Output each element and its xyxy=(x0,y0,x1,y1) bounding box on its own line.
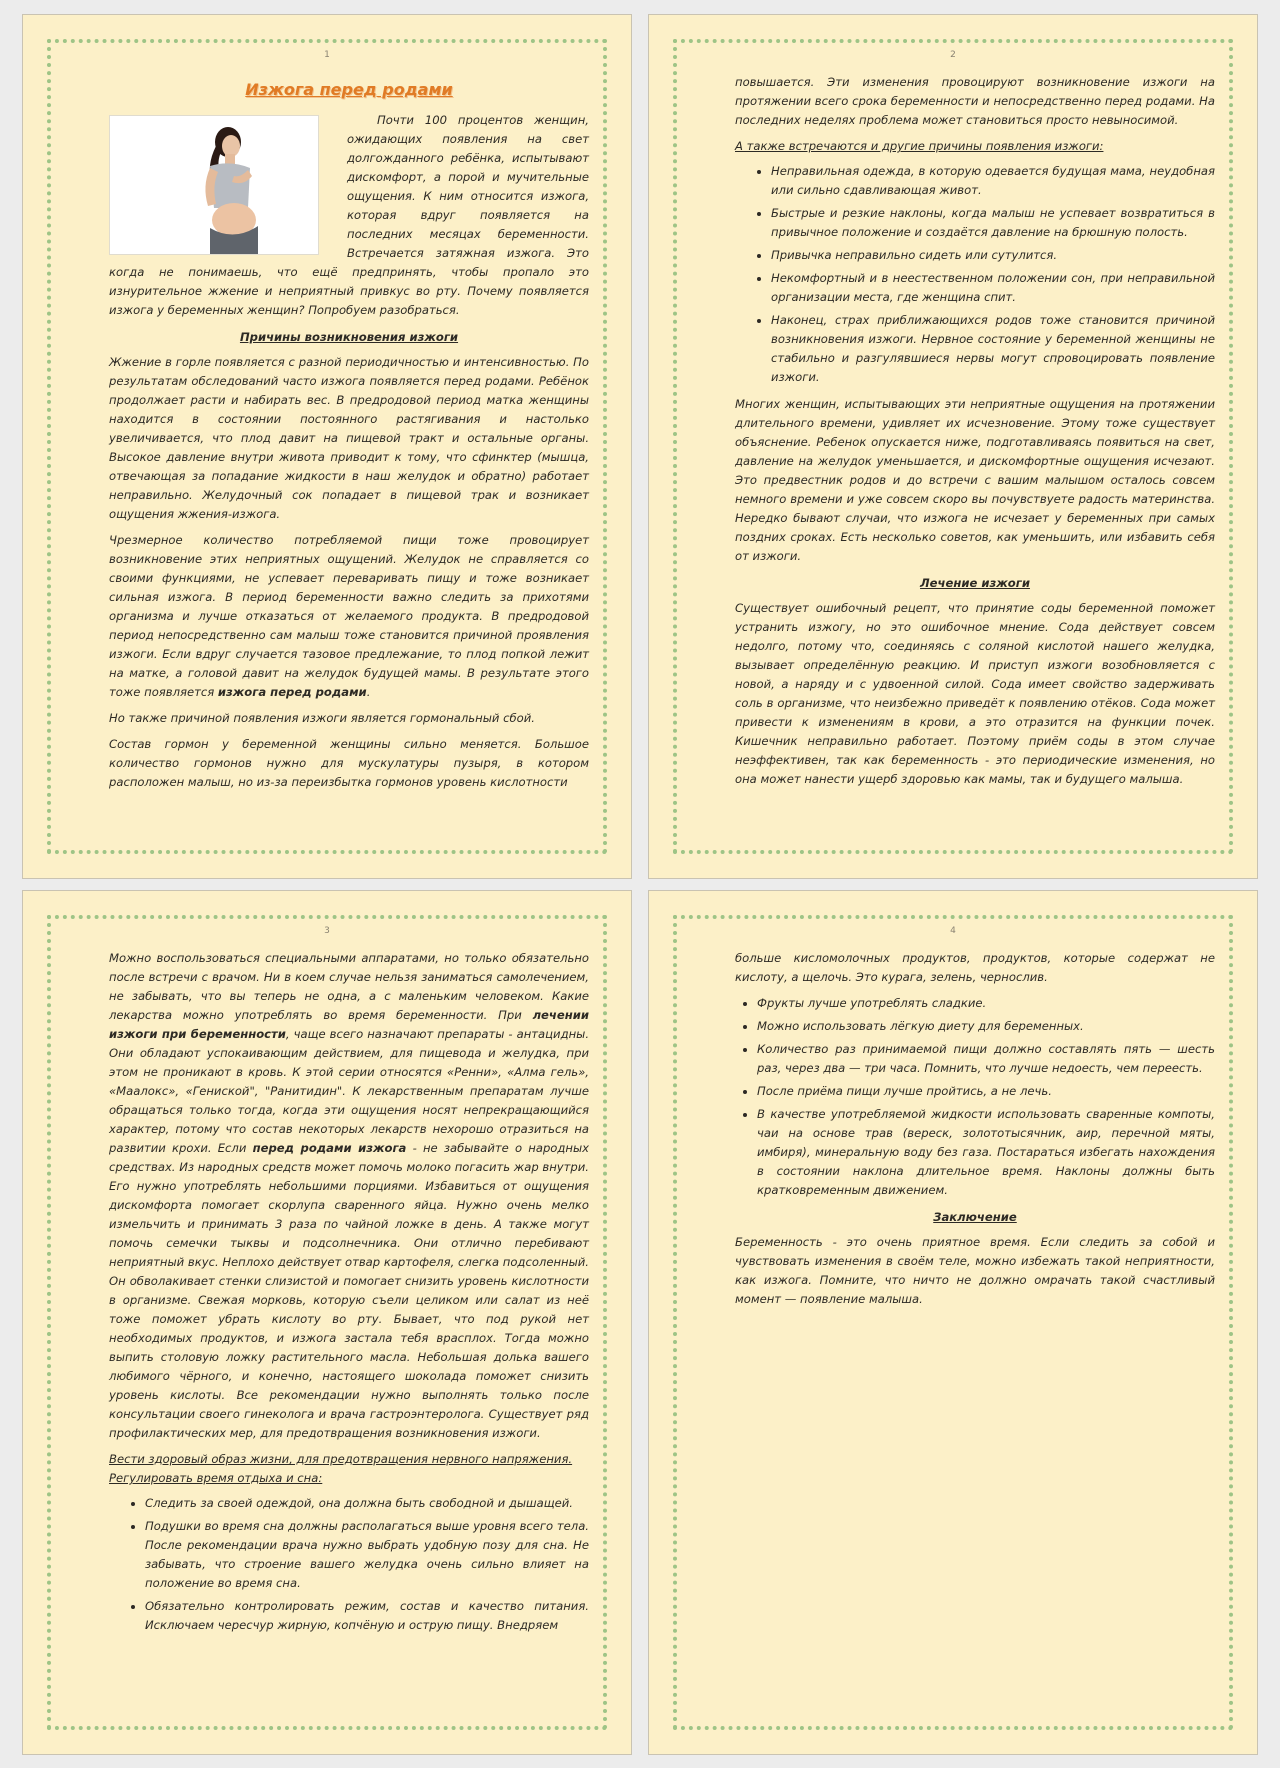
intro-paragraph: Почти 100 процентов женщин, ожидающих появления на свет долгожданного ребёнка, испытывают дискомфорт, а порой и мучительные ощущения. К ним относится изжога, которая вдруг появляется на последних месяцах беременности. Встречается затяжная изжога. Это когда не понимаешь, что ещё предпринять, чтобы пропало это изнурительное жжение и неприятный привкус во рту. Почему появляется изжога у беременных женщин? Попробуем разобраться. xyxy=(109,113,589,317)
page-number: 3 xyxy=(324,926,330,936)
paragraph-text: , чаще всего назначают препараты - антацидны. Они обладают успокаивающим действием, для пищевода и желудка, при этом не проникают в кровь. К этой серии относятся «Ренни», «Алма гель», «Маалокс», «Гениской", "Ранитидин". К лекарственным препаратам лучше обращаться только тогда, когда эти ощущения носят непрекращающийся характер, потому что состав некоторых лекарств нехорошо отразиться на развитии крохи. Если xyxy=(109,1027,590,1155)
list-item: • Фрукты лучше употреблять сладкие. xyxy=(757,994,1215,1013)
subheading-other-causes: А также встречаются и другие причины появления изжоги: xyxy=(735,139,1104,153)
paragraph-with-bold xyxy=(109,531,589,702)
document-page-1 xyxy=(22,14,632,879)
paragraph: Беременность - это очень приятное время. Если следить за собой и чувствовать изменения в своём теле, можно избежать такой неприятности, как изжога. Помните, что ничто не должно омрачать такой счастливый момент — появление малыша. xyxy=(735,1235,1215,1306)
paragraph: повышается. Эти изменения провоцируют возникновение изжоги на протяжении всего срока беременности и непосредственно перед родами. На последних неделях проблема может становиться просто невыносимой. xyxy=(735,75,1215,127)
paragraph-text: Можно воспользоваться специальными аппаратами, но только обязательно после встречи с врачом. Ни в коем случае нельзя заниматься самолечением, не забывать, что вы теперь не одна, а с маленьким человеком. Какие лекарства можно употреблять во время беременности. При xyxy=(109,951,589,1022)
paragraph-end: . xyxy=(366,685,371,699)
pregnant-woman-illustration xyxy=(110,116,318,254)
section-heading-causes: Причины возникновения изжоги xyxy=(239,330,459,344)
document-title: Изжога перед родами xyxy=(245,80,453,99)
page-number: 4 xyxy=(950,926,956,936)
list-item: • Некомфортный и в неестественном положении сон, при неправильной организации места, где женщина спит. xyxy=(771,269,1215,307)
paragraph-text: Чрезмерное количество потребляемой пищи тоже провоцирует возникновение этих неприятных ощущений. Желудок не справляется со своими функциями, не успевает переваривать пищу и тоже возникает сильная изжога. В период беременности важно следить за прихотями организма и лучше отказаться от желаемого продукта. В предродовой период непосредственно сам малыш тоже становится причиной проявления изжоги. Если вдруг случается тазовое предлежание, то плод попкой лежит на матке, а головой давит на желудок будущей мамы. В результате этого тоже появляется xyxy=(109,533,589,699)
bold-phrase: изжога перед родами xyxy=(217,685,367,699)
list-item: • Следить за своей одеждой, она должна быть свободной и дышащей. xyxy=(145,1494,589,1513)
pregnant-woman-photo xyxy=(109,115,319,255)
page-number: 2 xyxy=(950,50,956,60)
causes-list xyxy=(735,162,1215,387)
page-content xyxy=(735,949,1215,1316)
paragraph: Существует ошибочный рецепт, что принятие соды беременной поможет устранить изжогу, но это ошибочное мнение. Сода действует совсем недолго, потому что, соединяясь с соляной кислотой нашего желудка, вызывает определённую реакцию. И приступ изжоги возобновляется с новой, а наряду и с удвоенной силой. Сода имеет свойство задерживать соль в организме, что неизбежно приведёт к появлению отёков. Сода может привести к изменениям в крови, а это отразится на функции почек. Кишечник неправильно работает. Поэтому приём соды в этом случае неэффективен, так как беременность - это периодические изменения, но она может нанести ущерб здоровью как мамы, так и будущего малыша. xyxy=(735,601,1215,786)
subheading-rest: Регулировать время отдыха и сна: xyxy=(109,1471,323,1485)
list-item: • Наконец, страх приближающихся родов тоже становится причиной возникновения изжоги. Нервное состояние у беременной женщины не стабильно и разгулявшиеся нервы могут спровоцировать появление изжоги. xyxy=(771,311,1215,387)
list-item: • Быстрые и резкие наклоны, когда малыш не успевает возвратиться в привычное положение и создаётся давление на брюшную полость. xyxy=(771,204,1215,242)
paragraph: больше кисломолочных продуктов, продуктов, которые содержат не кислоту, а щелочь. Это курага, зелень, чернослив. xyxy=(735,951,1215,984)
list-item: • Количество раз принимаемой пищи должно составлять пять — шесть раз, через два — три часа. Помнить, что лучше недоесть, чем переесть. xyxy=(757,1040,1215,1078)
paragraph: Многих женщин, испытывающих эти неприятные ощущения на протяжении длительного времени, удивляет их исчезновение. Этому тоже существует объяснение. Ребенок опускается ниже, подготавливаясь появиться на свет, давление на желудок уменьшается, и дискомфортные ощущения исчезают. Это предвестник родов и до встречи с вашим малышом осталось совсем немного времени и уже совсем скоро вы почувствуете радость материнства. Нередко бывают случаи, что изжога не исчезает у беременных при самых поздних сроках. Есть несколько советов, как уменьшить, или избавить себя от изжоги. xyxy=(735,397,1215,563)
list-item: • Неправильная одежда, в которую одевается будущая мама, неудобная или сильно сдавливающая живот. xyxy=(771,162,1215,200)
document-page-4 xyxy=(648,890,1258,1755)
list-item: • В качестве употребляемой жидкости использовать сваренные компоты, чаи на основе трав (вереск, золототысячник, аир, перечной мяты, имбиря), минеральную воду без газа. Постараться избегать нахождения в состоянии наклона длительное время. Наклоны должны быть кратковременным движением. xyxy=(757,1105,1215,1200)
document-page-2 xyxy=(648,14,1258,879)
paragraph: Жжение в горле появляется с разной периодичностью и интенсивностью. По результатам обследований часто изжога появляется перед родами. Ребёнок продолжает расти и набирать вес. В предродовой период матка женщины находится в состоянии постоянного растягивания и настолько увеличивается, что плод давит на пищевой тракт и остальные органы. Высокое давление внутри живота приводит к тому, что сфинктер (мышца, отвечающая за попадание жидкости в наш желудок и обратно) работает неправильно. Желудочный сок попадает в пищевой трак и возникает ощущения жжения-изжога. xyxy=(109,355,589,521)
page-number: 1 xyxy=(324,50,330,60)
page-content xyxy=(109,949,589,1643)
section-heading-treatment: Лечение изжоги xyxy=(920,576,1030,590)
paragraph: Состав гормон у беременной женщины сильно меняется. Большое количество гормонов нужно для мускулатуры пузыря, в котором расположен малыш, но из-за переизбытка гормонов уровень кислотности xyxy=(109,737,589,789)
paragraph-with-bold xyxy=(109,949,589,1443)
diet-list xyxy=(735,994,1215,1200)
bold-phrase: лечении изжоги при беременности xyxy=(109,1008,589,1041)
page-content xyxy=(109,73,589,799)
list-item: • Привычка неправильно сидеть или сутулится. xyxy=(771,246,1215,265)
document-page-3 xyxy=(22,890,632,1755)
paragraph-text: - не забывайте о народных средствах. Из народных средств может помочь молоко погасить жар внутри. Его нужно употреблять небольшими порциями. Избавиться от ощущения дискомфорта помогает скорлупа сваренного яйца. Нужно очень мелко измельчить и принимать 3 раза по чайной ложке в день. А также могут помочь семечки тыквы и подсолнечника. Они отлично перебивают неприятный вкус. Неплохо действует отвар картофеля, слегка подсоленный. Он обволакивает стенки слизистой и помогает снизить уровень кислотности в организме. Свежая морковь, которую съели целиком или салат из неё тоже поможет убрать кислоту во рту. Бывает, что под рукой нет необходимых продуктов, и изжога застала тебя врасплох. Тогда можно выпить столовую ложку растительного масла. Небольшая долька вашего любимого чёрного, и конечно, настоящего шоколада поможет снизить уровень кислоты. Все рекомендации нужно выполнять только после консультации своего гинеколога и врача гастроэнтеролога. Существует ряд профилактических мер, для предотвращения возникновения изжоги. xyxy=(109,1141,590,1440)
paragraph: Но также причиной появления изжоги является гормональный сбой. xyxy=(109,711,535,725)
page-content xyxy=(735,73,1215,796)
prevention-list xyxy=(109,1494,589,1635)
list-item: • После приёма пищи лучше пройтись, а не лечь. xyxy=(757,1082,1215,1101)
list-item: • Подушки во время сна должны располагаться выше уровня всего тела. После рекомендации врача нужно выбрать удобную позу для сна. Не забывать, что строение вашего желудка очень сильно влияет на положение во время сна. xyxy=(145,1517,589,1593)
bold-phrase: перед родами изжога xyxy=(252,1141,407,1155)
list-item: • Обязательно контролировать режим, состав и качество питания. Исключаем чересчур жирную, копчёную и острую пищу. Внедряем xyxy=(145,1597,589,1635)
list-item: • Можно использовать лёгкую диету для беременных. xyxy=(757,1017,1215,1036)
section-heading-conclusion: Заключение xyxy=(933,1210,1017,1224)
subheading-healthy-life: Вести здоровый образ жизни, для предотвращения нервного напряжения. xyxy=(109,1452,573,1466)
